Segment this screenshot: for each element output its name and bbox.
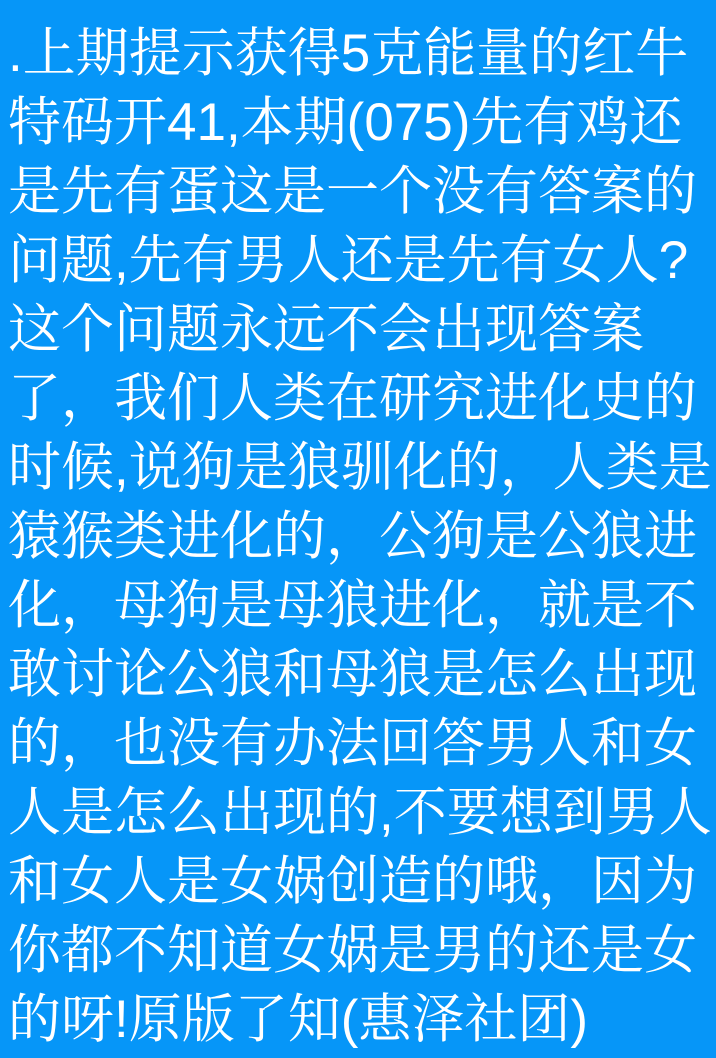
- post-text-line-13: 和女人是女娲创造的哦，因为: [8, 852, 697, 911]
- post-text-line-9: 化，母狗是母狼进化，就是不: [8, 576, 697, 635]
- post-text-line-2: 特码开41,本期(075)先有鸡还: [8, 93, 683, 152]
- post-text-line-5: 这个问题永远不会出现答案: [8, 300, 644, 359]
- post-text-line-7: 时候,说狗是狼驯化的，人类是: [8, 438, 712, 497]
- post-text-line-8: 猿猴类进化的，公狗是公狼进: [8, 507, 697, 566]
- post-text-line-15: 的呀!原版了知(惠泽社团): [8, 990, 589, 1049]
- post-text-line-14: 你都不知道女娲是男的还是女: [8, 921, 697, 980]
- post-text-line-10: 敢讨论公狼和母狼是怎么出现: [8, 645, 697, 704]
- post-text-line-1: .上期提示获得5克能量的红牛: [8, 24, 689, 83]
- post-text-line-4: 问题,先有男人还是先有女人?: [8, 231, 689, 290]
- post-text-line-3: 是先有蛋这是一个没有答案的: [8, 162, 697, 221]
- post-text-line-12: 人是怎么出现的,不要想到男人: [8, 783, 712, 842]
- post-text-line-6: 了，我们人类在研究进化史的: [8, 369, 697, 428]
- post-text-line-11: 的，也没有办法回答男人和女: [8, 714, 697, 773]
